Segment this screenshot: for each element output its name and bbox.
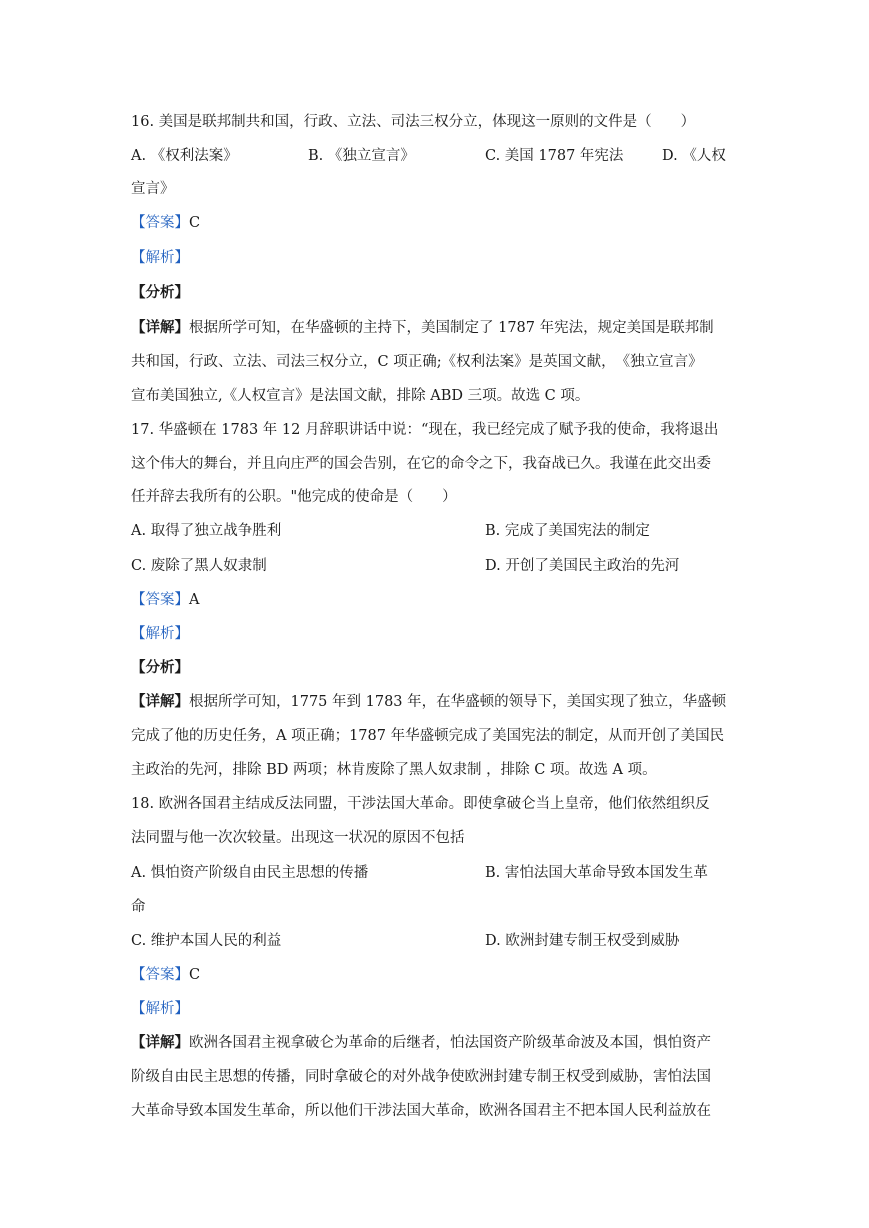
- detail-text: 根据所学可知，1775 年到 1783 年，在华盛顿的领导下，美国实现了独立，华盛顿: [189, 694, 727, 710]
- q17-stem-line-3: 任并辞去我所有的公职。"他完成的使命是（ ）: [131, 489, 457, 505]
- answer-value: C: [189, 967, 201, 983]
- q16-analysis-label: 【解析】: [131, 250, 189, 266]
- q17-option-a: A. 取得了独立战争胜利: [131, 523, 282, 539]
- q17-stem-line-2: 这个伟大的舞台，并且向庄严的国会告别，在它的命令之下，我奋战已久。我谨在此交出委: [131, 456, 711, 472]
- detail-text: 根据所学可知，在华盛顿的主持下，美国制定了 1787 年宪法，规定美国是联邦制: [189, 320, 714, 336]
- detail-text: 欧洲各国君主视拿破仑为革命的后继者，怕法国资产阶级革命波及本国，惧怕资产: [189, 1035, 711, 1051]
- q16-option-b: B. 《独立宣言》: [308, 148, 415, 164]
- q17-option-b: B. 完成了美国宪法的制定: [485, 523, 650, 539]
- q17-stem-line-1: 17. 华盛顿在 1783 年 12 月辞职讲话中说：“现在，我已经完成了赋予我的使命，我将退出: [131, 422, 719, 438]
- q18-detail-line-1: [131, 1033, 711, 1053]
- detail-label: 【详解】: [131, 319, 189, 336]
- q17-option-c: C. 废除了黑人奴隶制: [131, 558, 267, 574]
- q18-stem-line-2: 法同盟与他一次次较量。出现这一状况的原因不包括: [131, 830, 465, 846]
- q18-analysis-label: 【解析】: [131, 1001, 189, 1017]
- q16-detail-line-2: 共和国，行政、立法、司法三权分立，C 项正确;《权利法案》是英国文献， 《独立宣言》: [131, 354, 703, 370]
- q16-answer: [131, 213, 200, 233]
- answer-label: 【答案】: [131, 215, 189, 231]
- q18-stem-line-1: 18. 欧洲各国君主结成反法同盟，干涉法国大革命。即使拿破仑当上皇帝，他们依然组织反: [131, 796, 710, 812]
- q18-detail-line-3: 大革命导致本国发生革命，所以他们干涉法国大革命，欧洲各国君主不把本国人民利益放在: [131, 1103, 711, 1119]
- q18-option-c: C. 维护本国人民的利益: [131, 933, 282, 949]
- q16-option-c: C. 美国 1787 年宪法: [485, 148, 624, 164]
- q18-detail-line-2: 阶级自由民主思想的传播，同时拿破仑的对外战争使欧洲封建专制王权受到威胁，害怕法国: [131, 1069, 711, 1085]
- q17-detail-line-3: 主政治的先河，排除 BD 两项；林肯废除了黑人奴隶制 ，排除 C 项。故选 A 项。: [131, 762, 657, 778]
- q17-answer: [131, 590, 199, 610]
- q17-analysis-label: 【解析】: [131, 626, 189, 642]
- q17-option-d: D. 开创了美国民主政治的先河: [485, 558, 680, 574]
- q17-detail-line-2: 完成了他的历史任务，A 项正确；1787 年华盛顿完成了美国宪法的制定，从而开创了美国民: [131, 728, 725, 744]
- answer-label: 【答案】: [131, 592, 189, 608]
- q18-option-a: A. 惧怕资产阶级自由民主思想的传播: [131, 865, 369, 881]
- q16-option-d: D. 《人权: [662, 148, 726, 164]
- detail-label: 【详解】: [131, 1034, 189, 1051]
- q17-detail-line-1: [131, 692, 726, 712]
- answer-value: A: [189, 592, 200, 608]
- answer-value: C: [189, 215, 201, 231]
- q16-fenxi-label: 【分析】: [131, 284, 189, 301]
- q17-fenxi-label: 【分析】: [131, 659, 189, 676]
- q18-option-b: B. 害怕法国大革命导致本国发生革: [485, 865, 708, 881]
- answer-label: 【答案】: [131, 967, 189, 983]
- q18-option-d: D. 欧洲封建专制王权受到威胁: [485, 933, 680, 949]
- q16-option-d-continued: 宣言》: [131, 181, 175, 197]
- q18-answer: [131, 965, 200, 985]
- q16-stem: 16. 美国是联邦制共和国，行政、立法、司法三权分立，体现这一原则的文件是（ ）: [131, 114, 696, 130]
- q18-option-b-continued: 命: [131, 899, 146, 915]
- q16-detail-line-1: [131, 318, 714, 338]
- q16-detail-line-3: 宣布美国独立,《人权宣言》是法国文献，排除 ABD 三项。故选 C 项。: [131, 388, 590, 404]
- q16-option-a: A. 《权利法案》: [131, 148, 238, 164]
- detail-label: 【详解】: [131, 693, 189, 710]
